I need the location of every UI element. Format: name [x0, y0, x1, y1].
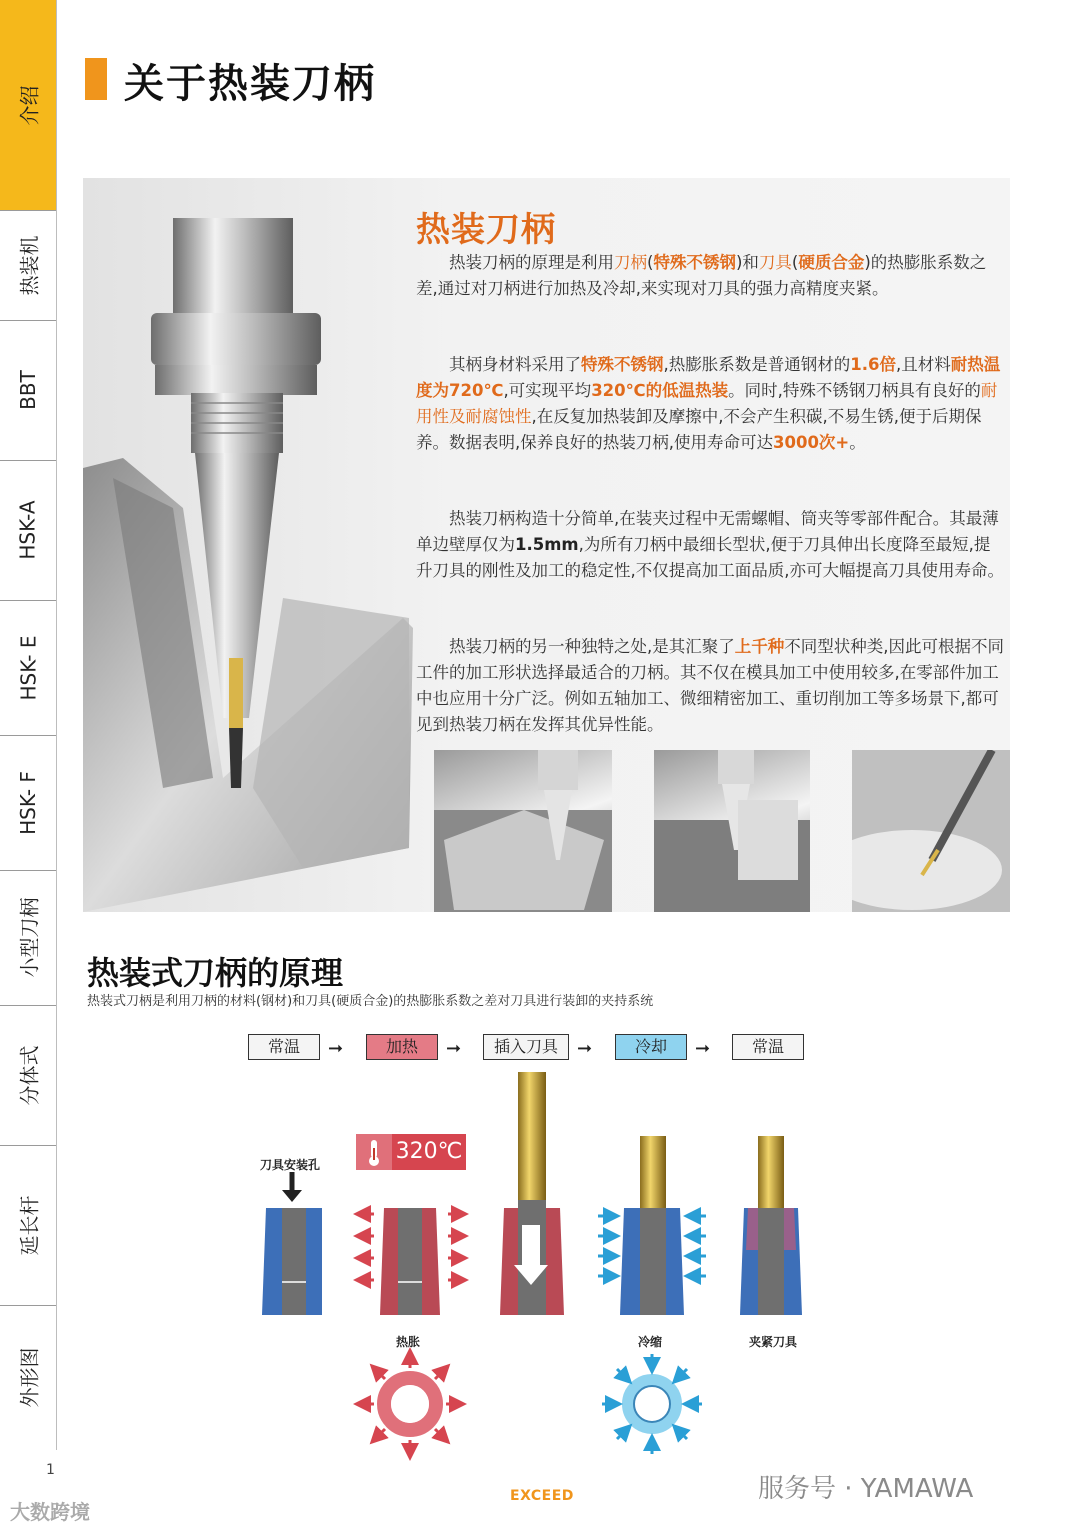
principle-diagram: [0, 1060, 1080, 1520]
application-photo-3: [852, 750, 1010, 912]
arrow-right-icon: ➞: [328, 1038, 344, 1059]
step-room-temp-1: 常温: [248, 1034, 320, 1060]
tab-outline[interactable]: 外形图: [17, 1347, 42, 1408]
page-title: 关于热装刀柄: [124, 61, 376, 107]
step-cooling: 冷却: [615, 1034, 687, 1060]
tab-split[interactable]: 分体式: [0, 1005, 56, 1146]
application-photo-1: [434, 750, 612, 912]
tab-extension[interactable]: 延长杆: [0, 1145, 56, 1306]
brand-logo: EXCEED: [510, 1488, 574, 1504]
tab-small-holder[interactable]: 小型刀柄: [0, 870, 56, 1006]
principle-title: 热装式刀柄的原理: [87, 954, 344, 992]
tab-hsk-a[interactable]: HSK-A: [0, 460, 56, 601]
tab-shrink-machine[interactable]: 热装机: [0, 210, 56, 321]
intro-paragraph-3: 热装刀柄构造十分简单,在装夹过程中无需螺帽、筒夹等零部件配合。其最薄单边壁厚仅为1.5mm,为所有刀柄中最细长型状,便于刀具伸出长度降至最短,提升刀具的刚性及加工的稳定性,不仅提高加工面品质,亦可大幅提高刀具使用寿命。: [416, 509, 1004, 580]
arrow-right-icon: ➞: [577, 1038, 593, 1059]
temperature-value: 320℃: [392, 1134, 466, 1170]
arrow-right-icon: ➞: [446, 1038, 462, 1059]
step-insert-tool: 插入刀具: [483, 1034, 569, 1060]
tool-hole-label: 刀具安装孔: [260, 1158, 321, 1172]
expand-label: 热胀: [396, 1335, 421, 1349]
arrow-right-icon: ➞: [695, 1038, 711, 1059]
page-number: 1: [46, 1462, 55, 1478]
principle-subtitle: 热装式刀柄是利用刀柄的材料(钢材)和刀具(硬质合金)的热膨胀系数之差对刀具进行装卸的夹持系统: [87, 994, 654, 1009]
tab-hsk-f[interactable]: HSK- F: [0, 735, 56, 871]
tab-bbt[interactable]: BBT: [0, 320, 56, 461]
tab-hsk-e[interactable]: HSK- E: [0, 600, 56, 736]
intro-paragraph-1: 热装刀柄的原理是利用刀柄(特殊不锈钢)和刀具(硬质合金)的热膨胀系数之差,通过对刀柄进行加热及冷却,来实现对刀具的强力高精度夹紧。: [416, 253, 987, 298]
watermark-right: 服务号 · YAMAWA: [758, 1474, 974, 1504]
step-room-temp-2: 常温: [732, 1034, 804, 1060]
application-photo-2: [654, 750, 810, 912]
tab-intro[interactable]: 介绍: [0, 0, 56, 211]
shrink-label: 冷缩: [638, 1335, 663, 1349]
intro-paragraph-4: 热装刀柄的另一种独特之处,是其汇聚了上千种不同型状种类,因此可根据不同工件的加工形状选择最适合的刀柄。其不仅在模具加工中使用较多,在零部件加工中也应用十分广泛。例如五轴加工、微细精密加工、重切削加工等多场景下,都可见到热装刀柄在发挥其优异性能。: [416, 637, 1004, 734]
intro-paragraph-2: 其柄身材料采用了特殊不锈钢,热膨胀系数是普通钢材的1.6倍,且材料耐热温度为720℃,可实现平均320℃的低温热装。同时,特殊不锈钢刀柄具有良好的耐用性及耐腐蚀性,在反复加热装卸及摩擦中,不会产生积碳,不易生锈,便于后期保养。数据表明,保养良好的热装刀柄,使用寿命可达3000次+。: [416, 355, 1001, 452]
clamp-label: 夹紧刀具: [749, 1335, 798, 1349]
step-heating: 加热: [366, 1034, 438, 1060]
intro-title: 热装刀柄: [416, 210, 556, 250]
watermark-left: 大数跨境: [10, 1500, 90, 1524]
title-accent-bar: [85, 58, 107, 100]
